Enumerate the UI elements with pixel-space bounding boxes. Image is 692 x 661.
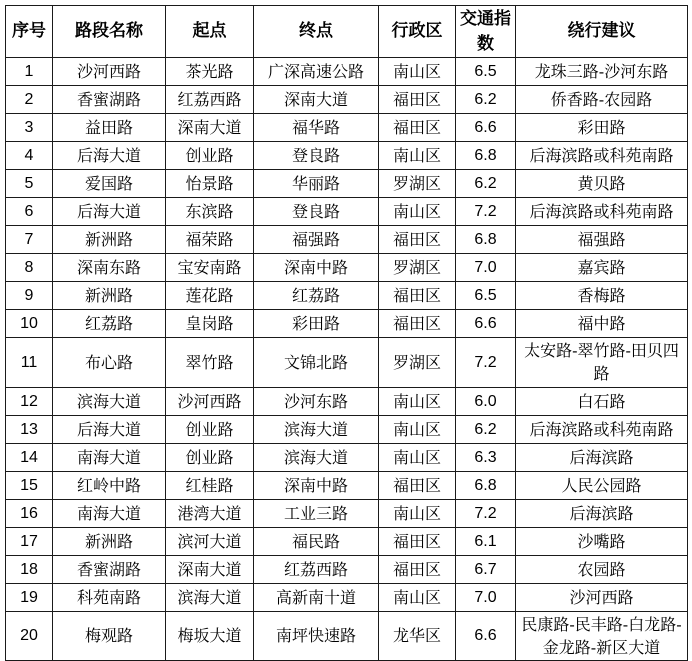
cell-start-point: 创业路: [166, 415, 254, 443]
table-row: [6, 555, 688, 583]
cell-start-point: 创业路: [166, 142, 254, 170]
cell-serial-number: 16: [6, 499, 53, 527]
cell-road-name: 南海大道: [53, 499, 166, 527]
cell-detour-advice: 彩田路: [516, 114, 688, 142]
cell-end-point: 滨海大道: [254, 443, 379, 471]
cell-end-point: 福民路: [254, 527, 379, 555]
cell-detour-advice: 太安路-翠竹路-田贝四路: [516, 338, 688, 387]
cell-traffic-index: 6.7: [456, 555, 516, 583]
cell-start-point: 东滨路: [166, 198, 254, 226]
cell-traffic-index: 6.6: [456, 114, 516, 142]
cell-end-point: 广深高速公路: [254, 58, 379, 86]
table-row: [6, 170, 688, 198]
cell-road-name: 梅观路: [53, 611, 166, 660]
table-row: [6, 310, 688, 338]
table-row: [6, 114, 688, 142]
cell-district: 南山区: [379, 387, 456, 415]
cell-start-point: 茶光路: [166, 58, 254, 86]
table-row: [6, 198, 688, 226]
cell-serial-number: 20: [6, 611, 53, 660]
cell-district: 福田区: [379, 471, 456, 499]
cell-road-name: 沙河西路: [53, 58, 166, 86]
cell-road-name: 滨海大道: [53, 387, 166, 415]
cell-district: 罗湖区: [379, 338, 456, 387]
cell-district: 福田区: [379, 282, 456, 310]
cell-end-point: 高新南十道: [254, 583, 379, 611]
cell-start-point: 滨海大道: [166, 583, 254, 611]
cell-traffic-index: 7.2: [456, 198, 516, 226]
cell-serial-number: 12: [6, 387, 53, 415]
cell-road-name: 新洲路: [53, 226, 166, 254]
cell-end-point: 深南中路: [254, 471, 379, 499]
cell-road-name: 红荔路: [53, 310, 166, 338]
cell-serial-number: 17: [6, 527, 53, 555]
cell-district: 南山区: [379, 198, 456, 226]
cell-traffic-index: 6.2: [456, 86, 516, 114]
cell-start-point: 福荣路: [166, 226, 254, 254]
cell-district: 福田区: [379, 226, 456, 254]
table-row: [6, 282, 688, 310]
table-row: [6, 58, 688, 86]
cell-road-name: 南海大道: [53, 443, 166, 471]
cell-traffic-index: 6.6: [456, 611, 516, 660]
cell-serial-number: 7: [6, 226, 53, 254]
cell-road-name: 香蜜湖路: [53, 86, 166, 114]
cell-detour-advice: 后海滨路或科苑南路: [516, 415, 688, 443]
cell-serial-number: 3: [6, 114, 53, 142]
cell-start-point: 红桂路: [166, 471, 254, 499]
cell-detour-advice: 香梅路: [516, 282, 688, 310]
table-row: [6, 611, 688, 660]
cell-district: 罗湖区: [379, 254, 456, 282]
cell-district: 福田区: [379, 86, 456, 114]
cell-end-point: 深南大道: [254, 86, 379, 114]
cell-road-name: 香蜜湖路: [53, 555, 166, 583]
cell-traffic-index: 6.8: [456, 142, 516, 170]
cell-start-point: 莲花路: [166, 282, 254, 310]
cell-district: 南山区: [379, 415, 456, 443]
cell-road-name: 深南东路: [53, 254, 166, 282]
cell-start-point: 港湾大道: [166, 499, 254, 527]
cell-traffic-index: 6.5: [456, 58, 516, 86]
cell-detour-advice: 龙珠三路-沙河东路: [516, 58, 688, 86]
cell-district: 南山区: [379, 499, 456, 527]
cell-road-name: 后海大道: [53, 198, 166, 226]
cell-district: 福田区: [379, 527, 456, 555]
cell-road-name: 科苑南路: [53, 583, 166, 611]
cell-district: 南山区: [379, 583, 456, 611]
header-detour-advice: 绕行建议: [516, 6, 688, 58]
header-district: 行政区: [379, 6, 456, 58]
cell-detour-advice: 后海滨路: [516, 443, 688, 471]
cell-serial-number: 13: [6, 415, 53, 443]
cell-start-point: 创业路: [166, 443, 254, 471]
cell-detour-advice: 人民公园路: [516, 471, 688, 499]
cell-detour-advice: 农园路: [516, 555, 688, 583]
cell-end-point: 红荔西路: [254, 555, 379, 583]
table-row: [6, 254, 688, 282]
cell-end-point: 华丽路: [254, 170, 379, 198]
cell-road-name: 红岭中路: [53, 471, 166, 499]
cell-traffic-index: 6.1: [456, 527, 516, 555]
cell-traffic-index: 6.8: [456, 226, 516, 254]
cell-start-point: 深南大道: [166, 555, 254, 583]
table-row: [6, 387, 688, 415]
table-header: [6, 6, 688, 58]
cell-start-point: 沙河西路: [166, 387, 254, 415]
cell-road-name: 布心路: [53, 338, 166, 387]
cell-end-point: 彩田路: [254, 310, 379, 338]
cell-detour-advice: 黄贝路: [516, 170, 688, 198]
cell-start-point: 梅坂大道: [166, 611, 254, 660]
cell-detour-advice: 嘉宾路: [516, 254, 688, 282]
cell-district: 福田区: [379, 310, 456, 338]
cell-serial-number: 15: [6, 471, 53, 499]
cell-serial-number: 11: [6, 338, 53, 387]
cell-district: 罗湖区: [379, 170, 456, 198]
cell-district: 福田区: [379, 555, 456, 583]
cell-detour-advice: 民康路-民丰路-白龙路-金龙路-新区大道: [516, 611, 688, 660]
cell-end-point: 工业三路: [254, 499, 379, 527]
traffic-congestion-table: [5, 5, 688, 661]
table-row: [6, 527, 688, 555]
cell-serial-number: 8: [6, 254, 53, 282]
cell-serial-number: 9: [6, 282, 53, 310]
cell-detour-advice: 侨香路-农园路: [516, 86, 688, 114]
cell-road-name: 益田路: [53, 114, 166, 142]
cell-traffic-index: 6.2: [456, 170, 516, 198]
table-row: [6, 583, 688, 611]
cell-district: 南山区: [379, 443, 456, 471]
table-row: [6, 86, 688, 114]
cell-end-point: 福华路: [254, 114, 379, 142]
cell-traffic-index: 7.2: [456, 499, 516, 527]
table-row: [6, 499, 688, 527]
header-road-name: 路段名称: [53, 6, 166, 58]
cell-serial-number: 18: [6, 555, 53, 583]
cell-road-name: 爱国路: [53, 170, 166, 198]
cell-road-name: 后海大道: [53, 415, 166, 443]
cell-detour-advice: 后海滨路或科苑南路: [516, 198, 688, 226]
cell-traffic-index: 7.0: [456, 583, 516, 611]
cell-end-point: 文锦北路: [254, 338, 379, 387]
table-body: [6, 58, 688, 661]
cell-detour-advice: 福强路: [516, 226, 688, 254]
cell-serial-number: 6: [6, 198, 53, 226]
cell-traffic-index: 7.2: [456, 338, 516, 387]
cell-end-point: 登良路: [254, 198, 379, 226]
cell-district: 南山区: [379, 142, 456, 170]
cell-serial-number: 14: [6, 443, 53, 471]
cell-traffic-index: 6.6: [456, 310, 516, 338]
cell-detour-advice: 沙河西路: [516, 583, 688, 611]
cell-detour-advice: 沙嘴路: [516, 527, 688, 555]
header-serial-number: 序号: [6, 6, 53, 58]
cell-serial-number: 1: [6, 58, 53, 86]
cell-start-point: 深南大道: [166, 114, 254, 142]
cell-detour-advice: 后海滨路或科苑南路: [516, 142, 688, 170]
cell-start-point: 怡景路: [166, 170, 254, 198]
cell-serial-number: 10: [6, 310, 53, 338]
table-row: [6, 226, 688, 254]
cell-serial-number: 5: [6, 170, 53, 198]
cell-traffic-index: 6.2: [456, 415, 516, 443]
cell-detour-advice: 福中路: [516, 310, 688, 338]
cell-serial-number: 2: [6, 86, 53, 114]
table-row: [6, 142, 688, 170]
cell-end-point: 沙河东路: [254, 387, 379, 415]
header-end-point: 终点: [254, 6, 379, 58]
header-row: [6, 6, 688, 58]
header-start-point: 起点: [166, 6, 254, 58]
cell-traffic-index: 6.3: [456, 443, 516, 471]
cell-traffic-index: 6.5: [456, 282, 516, 310]
cell-traffic-index: 6.0: [456, 387, 516, 415]
header-traffic-index: 交通指数: [456, 6, 516, 58]
cell-start-point: 翠竹路: [166, 338, 254, 387]
cell-traffic-index: 7.0: [456, 254, 516, 282]
cell-detour-advice: 白石路: [516, 387, 688, 415]
cell-end-point: 福强路: [254, 226, 379, 254]
cell-district: 福田区: [379, 114, 456, 142]
cell-start-point: 滨河大道: [166, 527, 254, 555]
cell-district: 龙华区: [379, 611, 456, 660]
cell-detour-advice: 后海滨路: [516, 499, 688, 527]
cell-traffic-index: 6.8: [456, 471, 516, 499]
cell-start-point: 皇岗路: [166, 310, 254, 338]
table-row: [6, 415, 688, 443]
table-row: [6, 471, 688, 499]
cell-road-name: 新洲路: [53, 282, 166, 310]
cell-start-point: 红荔西路: [166, 86, 254, 114]
cell-end-point: 深南中路: [254, 254, 379, 282]
cell-district: 南山区: [379, 58, 456, 86]
cell-serial-number: 19: [6, 583, 53, 611]
cell-serial-number: 4: [6, 142, 53, 170]
cell-end-point: 南坪快速路: [254, 611, 379, 660]
cell-end-point: 滨海大道: [254, 415, 379, 443]
cell-road-name: 新洲路: [53, 527, 166, 555]
table-row: [6, 338, 688, 387]
cell-start-point: 宝安南路: [166, 254, 254, 282]
cell-end-point: 红荔路: [254, 282, 379, 310]
cell-end-point: 登良路: [254, 142, 379, 170]
table-row: [6, 443, 688, 471]
cell-road-name: 后海大道: [53, 142, 166, 170]
